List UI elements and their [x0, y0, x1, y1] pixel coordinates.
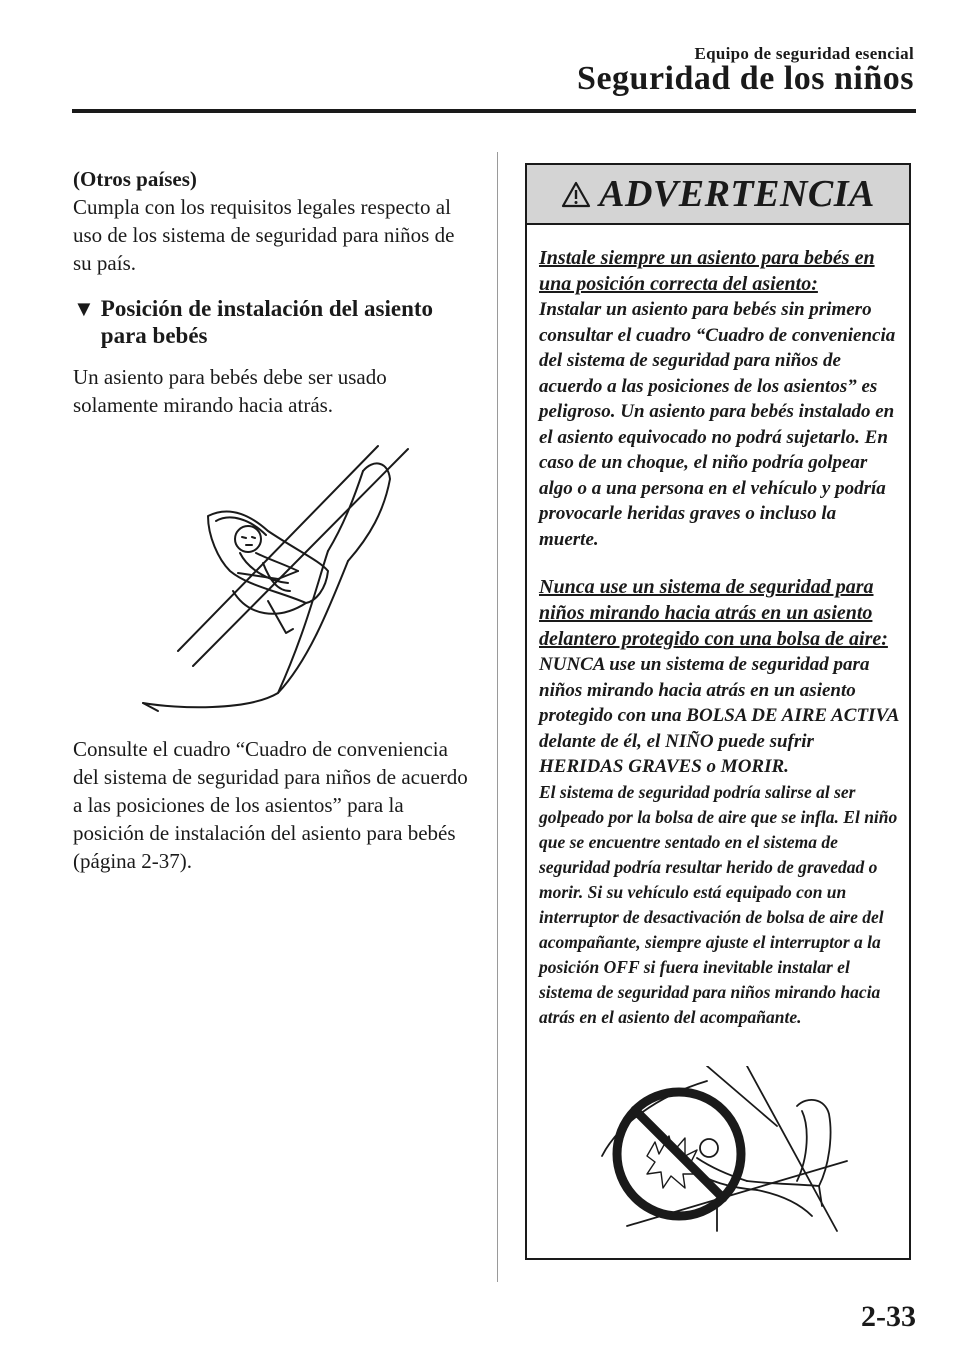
chapter-label: Equipo de seguridad esencial [694, 44, 914, 63]
section-heading [73, 295, 473, 349]
warning-heading-1: Instale siempre un asiento para bebés en una posición correcta del asiento: [539, 247, 875, 295]
subheading: (Otros países) [73, 167, 197, 191]
triangle-bullet-icon: ▼ [73, 296, 95, 321]
section-title: Posición de instalación del asiento para bebés [100, 296, 434, 348]
section-paragraph: Un asiento para bebés debe ser usado solamente mirando hacia atrás. [73, 365, 387, 417]
warning-title: ADVERTENCIA [599, 173, 875, 215]
warning-triangle-icon [561, 181, 591, 208]
left-column [73, 165, 473, 875]
warning-heading-2: Nunca use un sistema de seguridad para niños mirando hacia atrás en un asiento delantero protegido con una bolsa de aire: [539, 576, 888, 650]
warning-paragraph-1: Instalar un asiento para bebés sin primero consultar el cuadro “Cuadro de conveniencia del sistema de seguridad para niños de acuerdo a las posiciones de los asientos” es peligroso. Un asiento para bebés instalado en el asiento equivocado no podrá sujetarlo. En caso de un choque, el niño podría golpear algo o a una persona en el vehículo y podría provocarle heridas graves o incluso la muerte. [539, 299, 896, 550]
warning-paragraph-2: NUNCA use un sistema de seguridad para niños mirando hacia atrás en un asiento protegido con una BOLSA DE AIRE ACTIVA delante de él, el NIÑO puede sufrir HERIDAS GRAVES o MORIR. [539, 654, 899, 777]
column-divider [497, 152, 498, 1282]
airbag-hazard-illustration [597, 1066, 857, 1236]
warning-body [527, 225, 909, 1236]
warning-box [525, 163, 911, 1260]
page-title: Seguridad de los niños [577, 60, 914, 97]
warning-paragraph-3: El sistema de seguridad podría salirse al ser golpeado por la bolsa de aire que se infla. El niño que se encuentre sentado en el sistema de seguridad podría resultar herido de gravedad o morir. Si su vehículo está equipado con un interruptor de desactivación de bolsa de aire del acompañante, siempre ajuste el interruptor a la posición OFF si fuera inevitable instalar el sistema de seguridad para niños mirando hacia atrás en el asiento del acompañante. [539, 781, 898, 1027]
intro-paragraph: Cumpla con los requisitos legales respecto al uso de los sistema de seguridad para niños de su país. [73, 195, 455, 275]
consult-paragraph: Consulte el cuadro “Cuadro de conveniencia del sistema de seguridad para niños de acuerdo a las posiciones de los asientos” para la posición de instalación del asiento para bebés (página 2-37). [73, 737, 468, 873]
page-number: 2-33 [861, 1300, 916, 1333]
header-rule [72, 109, 916, 113]
warning-header [527, 165, 909, 225]
infant-seat-illustration [138, 441, 423, 721]
